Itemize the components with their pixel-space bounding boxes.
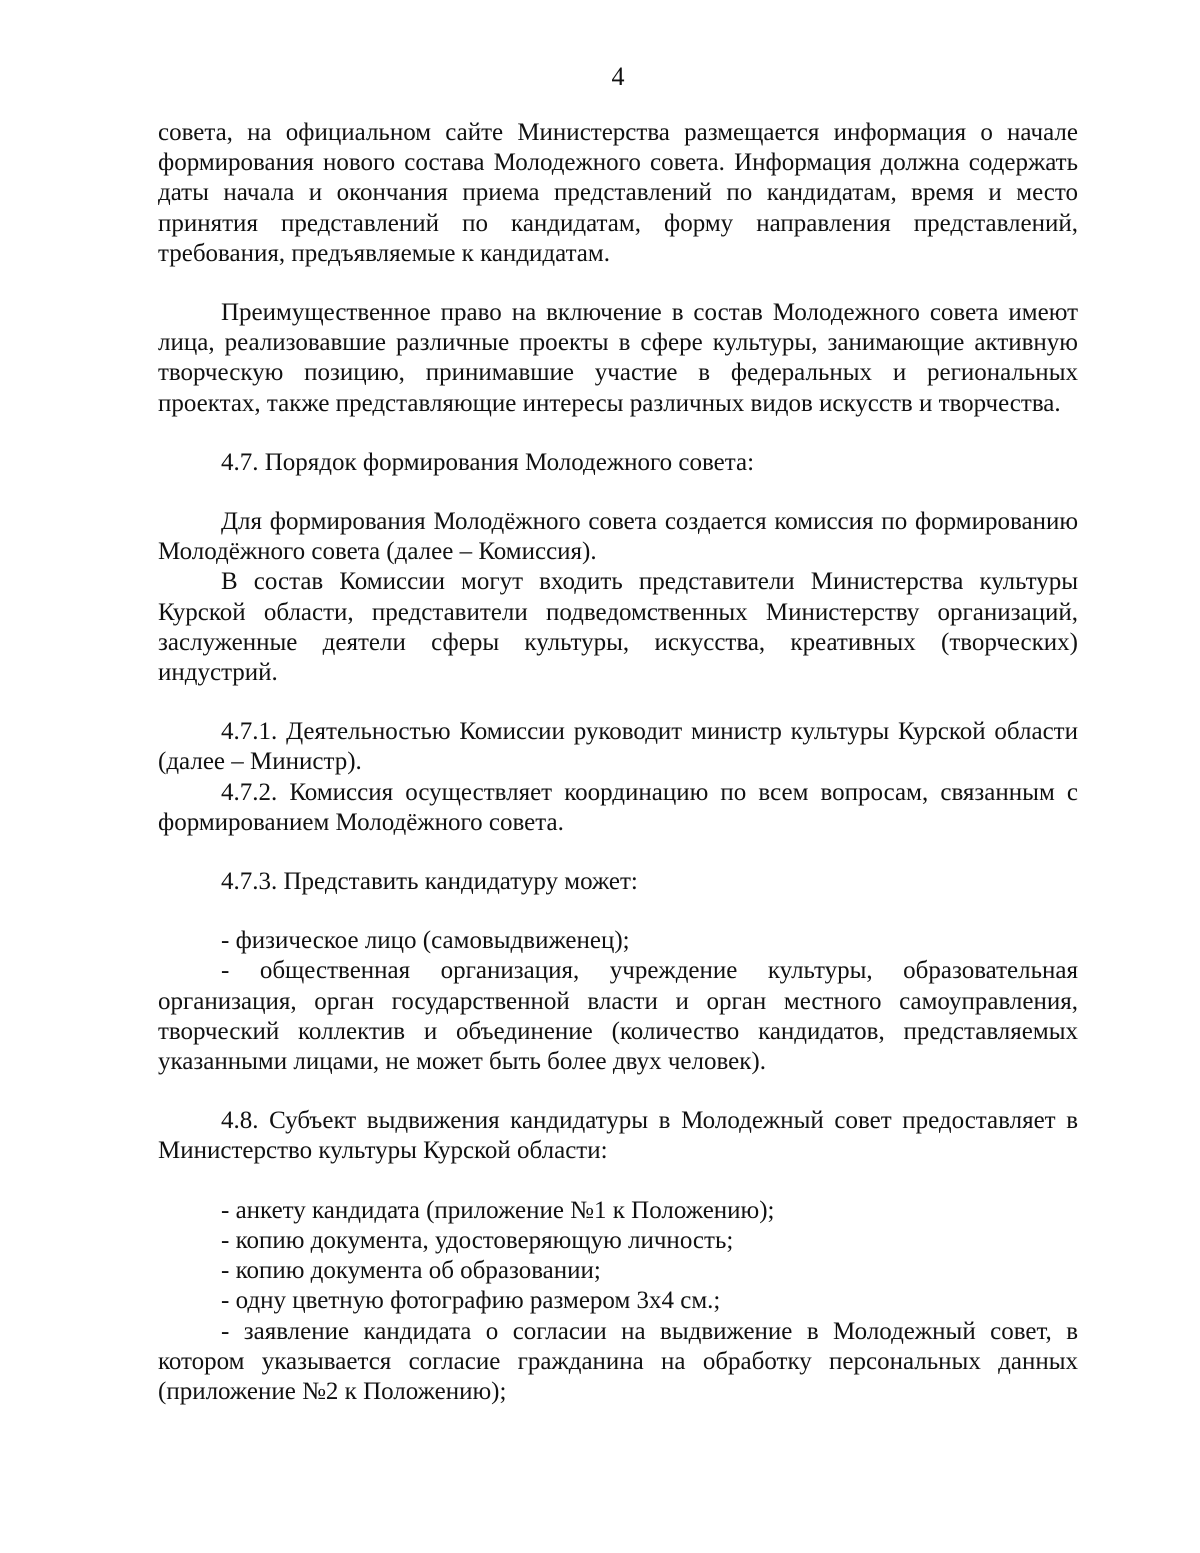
- paragraph-announcement: совета, на официальном сайте Министерства размещается информация о начале формирования нового состава Молодежного совета. Информация должна содержать даты начала и окончания приема представлений по кандидатам, время и место принятия представлений по кандидатам, форму направления представлений, требования, предъявляемые к кандидатам.: [158, 119, 1078, 267]
- paragraph-priority-right: Преимущественное право на включение в состав Молодежного совета имеют лица, реализовавшие различные проекты в сфере культуры, занимающие активную творческую позицию, принимавшие участие в федеральных и региональных проектах, также представляющие интересы различных видов искусств и творчества.: [158, 299, 1078, 417]
- paragraph-commission-created: Для формирования Молодёжного совета создается комиссия по формированию Молодёжного совета (далее – Комиссия).: [158, 508, 1078, 566]
- list-item-individual: - физическое лицо (самовыдвиженец);: [221, 927, 630, 955]
- list-item-organization: - общественная организация, учреждение культуры, образовательная организация, орган государственной власти и орган местного самоуправления, творческий коллектив и объединение (количество кандидатов, представляемых указанными лицами, не может быть более двух человек).: [158, 957, 1078, 1076]
- paragraph-4-7-2: 4.7.2. Комиссия осуществляет координацию по всем вопросам, связанным с формированием Молодёжного совета.: [158, 778, 1078, 836]
- list-item-education-document: - копию документа об образовании;: [221, 1257, 601, 1285]
- document-body: [158, 118, 1078, 1407]
- list-item-application-form: - анкету кандидата (приложение №1 к Положению);: [221, 1196, 775, 1224]
- page-number: 4: [611, 62, 625, 91]
- paragraph-commission-composition: В состав Комиссии могут входить представители Министерства культуры Курской области, представители подведомственных Министерству организаций, заслуженные деятели сферы культуры, искусства, креативных (творческих) индустрий.: [158, 568, 1078, 687]
- paragraph-4-7-1: 4.7.1. Деятельностью Комиссии руководит министр культуры Курской области (далее – Министр).: [158, 718, 1078, 776]
- paragraph-4-8: 4.8. Субъект выдвижения кандидатуры в Молодежный совет предоставляет в Министерство культуры Курской области:: [158, 1107, 1078, 1165]
- paragraph-4-7-3: 4.7.3. Представить кандидатуру может:: [221, 868, 638, 896]
- list-item-consent-statement: - заявление кандидата о согласии на выдвижение в Молодежный совет, в котором указывается согласие гражданина на обработку персональных данных (приложение №2 к Положению);: [158, 1317, 1078, 1405]
- section-heading-4-7: 4.7. Порядок формирования Молодежного совета:: [221, 448, 755, 476]
- list-item-photo: - одну цветную фотографию размером 3х4 см.;: [221, 1287, 721, 1315]
- list-item-identity-document: - копию документа, удостоверяющую личность;: [221, 1226, 734, 1254]
